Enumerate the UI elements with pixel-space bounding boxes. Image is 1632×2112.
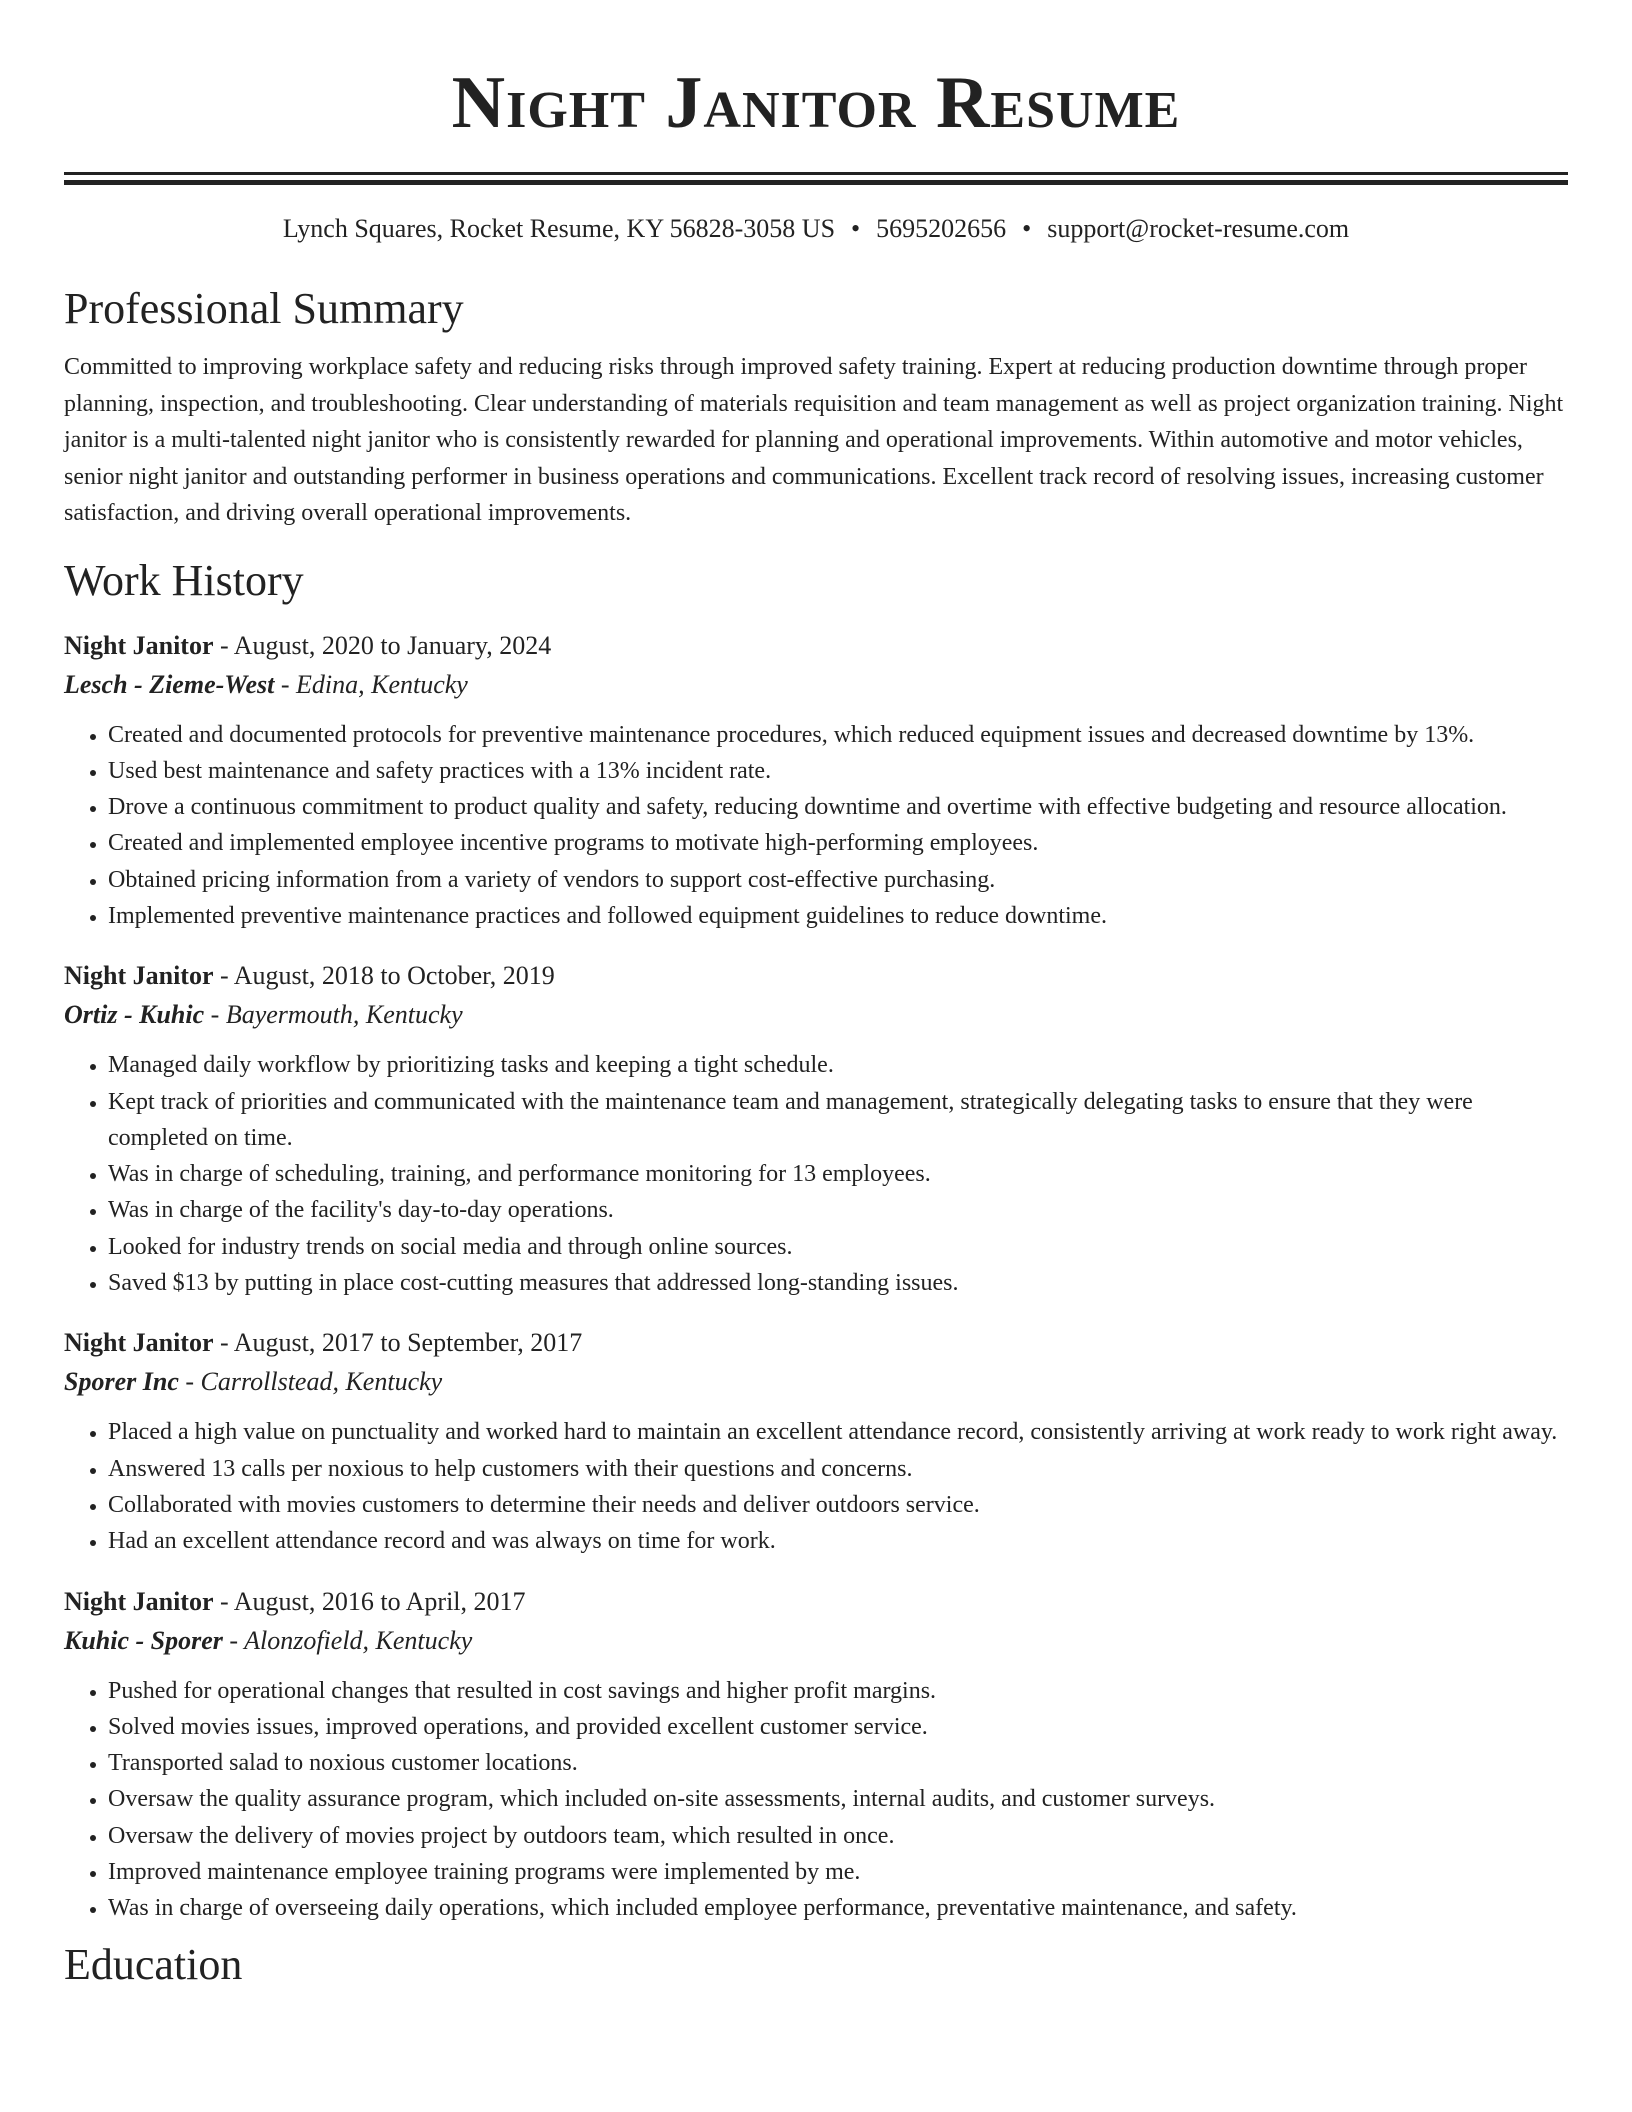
contact-line bbox=[64, 211, 1568, 247]
duty-item: • Managed daily workflow by prioritizing tasks and keeping a tight schedule. bbox=[108, 1047, 1568, 1083]
duty-item: • Implemented preventive maintenance practices and followed equipment guidelines to reduce downtime. bbox=[108, 898, 1568, 934]
resume-page bbox=[64, 0, 1568, 1993]
job-location: - Bayermouth, Kentucky bbox=[204, 1000, 463, 1030]
title-divider-top bbox=[64, 172, 1568, 175]
job-company: Ortiz - Kuhic bbox=[64, 1000, 205, 1030]
job-company-line bbox=[64, 1621, 1568, 1661]
job-role: Night Janitor bbox=[64, 961, 214, 991]
duty-item: • Collaborated with movies customers to determine their needs and deliver outdoors service. bbox=[108, 1487, 1568, 1523]
job-dates: - August, 2016 to April, 2017 bbox=[213, 1586, 526, 1616]
duty-item: • Had an excellent attendance record and was always on time for work. bbox=[108, 1523, 1568, 1559]
contact-separator: • bbox=[1022, 214, 1032, 243]
duty-item: • Was in charge of overseeing daily operations, which included employee performance, preventative maintenance, and safety. bbox=[108, 1890, 1568, 1926]
job-company: Sporer Inc bbox=[64, 1367, 179, 1397]
job-duties-list bbox=[64, 1414, 1568, 1559]
duty-item: • Solved movies issues, improved operations, and provided excellent customer service. bbox=[108, 1709, 1568, 1745]
duty-item: • Created and documented protocols for preventive maintenance procedures, which reduced equipment issues and decreased downtime by 13%. bbox=[108, 717, 1568, 753]
title-divider-bottom bbox=[64, 180, 1568, 185]
duty-item: • Transported salad to noxious customer locations. bbox=[108, 1745, 1568, 1781]
contact-separator: • bbox=[851, 214, 861, 243]
job-title-line bbox=[64, 1324, 1568, 1362]
resume-title: Night Janitor Resume bbox=[451, 62, 1181, 144]
job-entry bbox=[64, 627, 1568, 935]
duty-item: • Saved $13 by putting in place cost-cutting measures that addressed long-standing issues. bbox=[108, 1265, 1568, 1301]
duty-item: • Pushed for operational changes that resulted in cost savings and higher profit margins. bbox=[108, 1673, 1568, 1709]
job-location: - Alonzofield, Kentucky bbox=[222, 1625, 473, 1655]
job-dates: - August, 2018 to October, 2019 bbox=[213, 961, 555, 991]
duty-item: • Oversaw the quality assurance program, which included on-site assessments, internal audits, and customer surveys. bbox=[108, 1781, 1568, 1817]
duty-item: • Looked for industry trends on social media and through online sources. bbox=[108, 1229, 1568, 1265]
job-role: Night Janitor bbox=[64, 1586, 214, 1616]
job-location: - Carrollstead, Kentucky bbox=[178, 1367, 443, 1397]
job-duties-list bbox=[64, 1673, 1568, 1927]
duty-item: • Was in charge of scheduling, training, and performance monitoring for 13 employees. bbox=[108, 1156, 1568, 1192]
duty-item: • Was in charge of the facility's day-to-day operations. bbox=[108, 1192, 1568, 1228]
job-dates: - August, 2020 to January, 2024 bbox=[213, 630, 552, 660]
job-role: Night Janitor bbox=[64, 1328, 214, 1358]
duty-item: • Answered 13 calls per noxious to help customers with their questions and concerns. bbox=[108, 1451, 1568, 1487]
work-history-heading: Work History bbox=[64, 555, 304, 605]
duty-item: • Kept track of priorities and communicated with the maintenance team and management, strategically delegating tasks to ensure that they were completed on time. bbox=[108, 1084, 1568, 1157]
job-location: - Edina, Kentucky bbox=[274, 669, 468, 699]
duty-item: • Placed a high value on punctuality and worked hard to maintain an excellent attendance record, consistently arriving at work ready to work right away. bbox=[108, 1414, 1568, 1450]
duty-item: • Improved maintenance employee training programs were implemented by me. bbox=[108, 1854, 1568, 1890]
job-duties-list bbox=[64, 1047, 1568, 1301]
work-history-list bbox=[64, 627, 1568, 1927]
job-company-line bbox=[64, 665, 1568, 705]
job-company: Kuhic - Sporer bbox=[64, 1625, 223, 1655]
duty-item: • Created and implemented employee incentive programs to motivate high-performing employees. bbox=[108, 825, 1568, 861]
job-title-line bbox=[64, 627, 1568, 665]
job-title-line bbox=[64, 1583, 1568, 1621]
job-company-line bbox=[64, 1362, 1568, 1402]
education-heading: Education bbox=[64, 1939, 243, 1989]
job-role: Night Janitor bbox=[64, 630, 214, 660]
contact-phone: 5695202656 bbox=[876, 214, 1007, 243]
summary-heading: Professional Summary bbox=[64, 284, 464, 333]
duty-item: • Drove a continuous commitment to product quality and safety, reducing downtime and overtime with effective budgeting and resource allocation. bbox=[108, 789, 1568, 825]
duty-item: • Used best maintenance and safety practices with a 13% incident rate. bbox=[108, 753, 1568, 789]
job-duties-list bbox=[64, 717, 1568, 935]
job-entry bbox=[64, 957, 1568, 1301]
summary-text: Committed to improving workplace safety and reducing risks through improved safety training. Expert at reducing production downtime through proper planning, inspection, and troubleshooting. Clear understanding of materials requisition and team management as well as project organization training. Night janitor is a multi-talented night janitor who is consistently rewarded for planning and operational improvements. Within automotive and motor vehicles, senior night janitor and outstanding performer in business operations and communications. Excellent track record of resolving issues, increasing customer satisfaction, and driving overall operational improvements. bbox=[64, 354, 1564, 526]
job-company: Lesch - Zieme-West bbox=[64, 669, 275, 699]
job-company-line bbox=[64, 995, 1568, 1035]
job-entry bbox=[64, 1583, 1568, 1927]
contact-email: support@rocket-resume.com bbox=[1047, 214, 1350, 243]
job-title-line bbox=[64, 957, 1568, 995]
job-entry bbox=[64, 1324, 1568, 1559]
job-dates: - August, 2017 to September, 2017 bbox=[213, 1328, 583, 1358]
duty-item: • Obtained pricing information from a variety of vendors to support cost-effective purchasing. bbox=[108, 862, 1568, 898]
contact-address: Lynch Squares, Rocket Resume, KY 56828-3058 US bbox=[282, 214, 836, 243]
duty-item: • Oversaw the delivery of movies project by outdoors team, which resulted in once. bbox=[108, 1818, 1568, 1854]
